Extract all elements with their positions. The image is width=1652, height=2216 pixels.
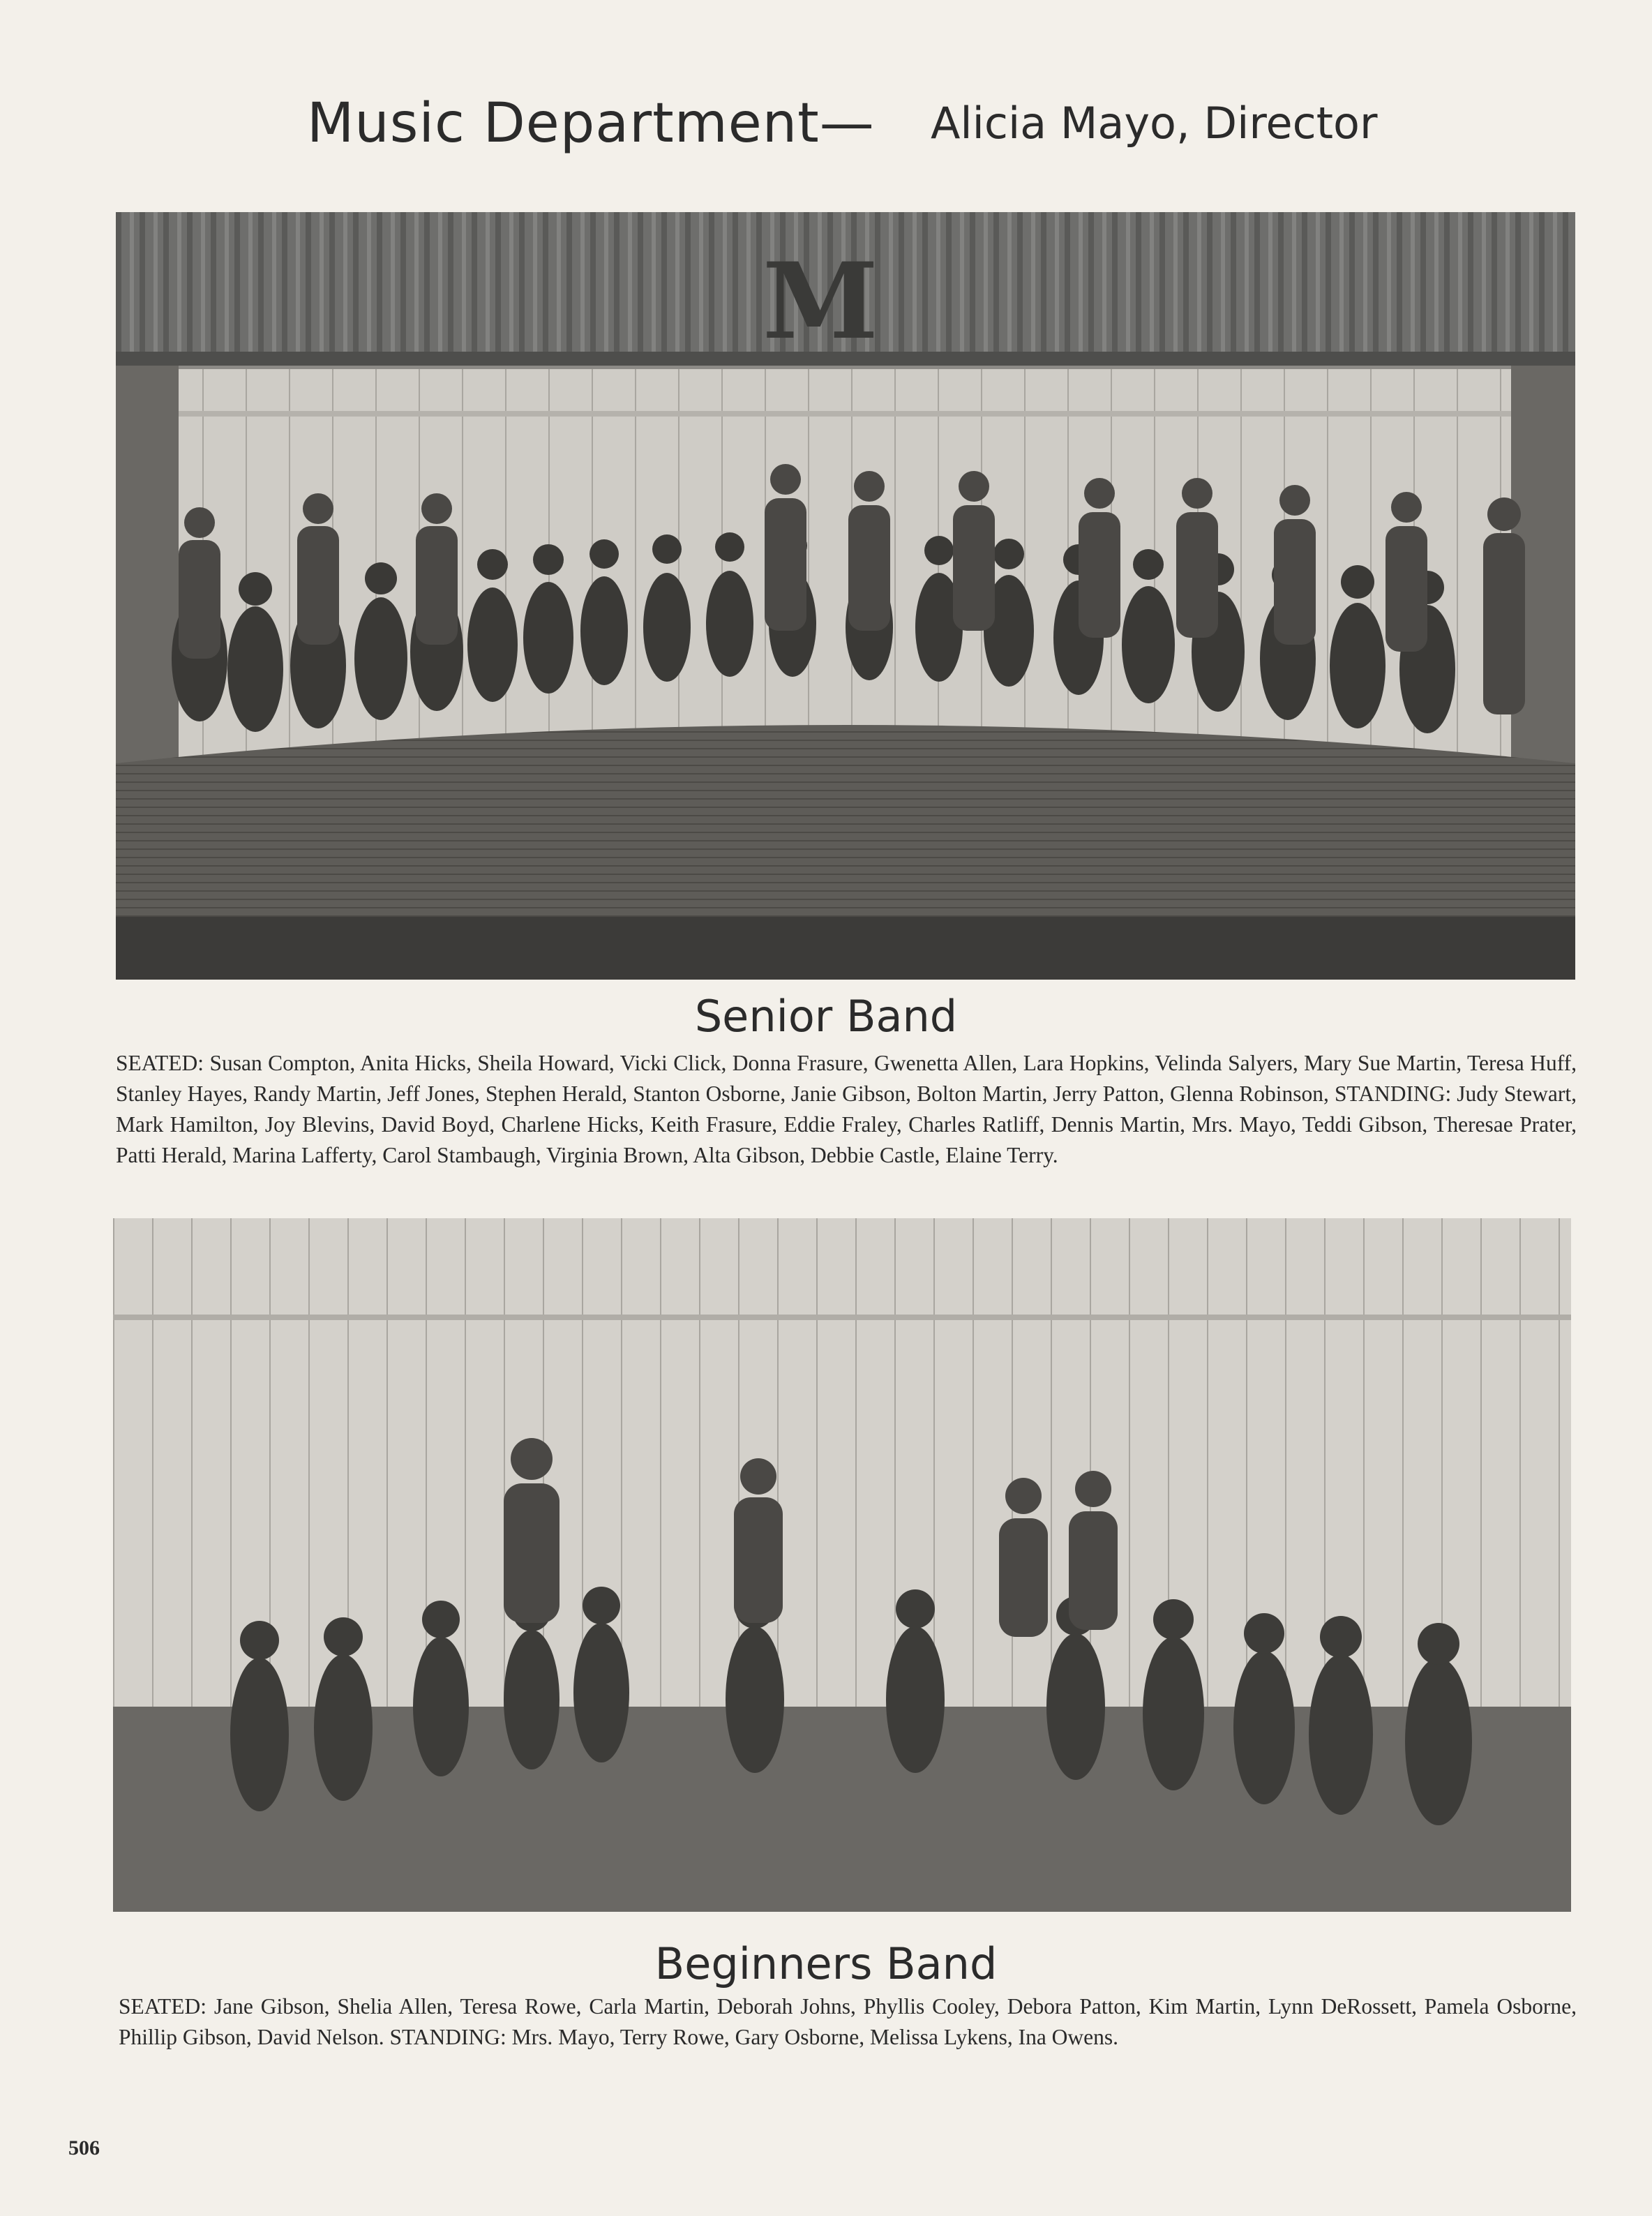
page-header <box>0 84 1652 181</box>
senior-band-photo <box>116 212 1575 980</box>
director-name: Alicia Mayo, Director <box>931 98 1378 149</box>
page-number: 506 <box>68 2136 100 2159</box>
department-title: Music Department— <box>307 92 875 155</box>
beginners-band-title: Beginners Band <box>654 1938 998 1989</box>
beginners-band-photo-illustration <box>113 1218 1571 1912</box>
beginners-band-photo <box>113 1218 1571 1912</box>
senior-band-photo-illustration <box>116 212 1575 980</box>
banner-letter: M <box>762 240 879 363</box>
senior-band-title: Senior Band <box>694 991 958 1042</box>
senior-band-caption: SEATED: Susan Compton, Anita Hicks, Sheila Howard, Vicki Click, Donna Frasure, Gwenetta Allen, Lara Hopkins, Velinda Salyers, Mary Sue Martin, Teresa Huff, Stanley Hayes, Randy Martin, Jeff Jones, Stephen Herald, Stanton Osborne, Janie Gibson, Bolton Martin, Jerry Patton, Glenna Robinson, STANDING: Judy Stewart, Mark Hamilton, Joy Blevins, David Boyd, Charlene Hicks, Keith Frasure, Eddie Fraley, Charles Ratliff, Dennis Martin, Mrs. Mayo, Teddi Gibson, Theresae Prater, Patti Herald, Marina Lafferty, Carol Stambaugh, Virginia Brown, Alta Gibson, Debbie Castle, Elaine Terry. <box>116 1051 1577 1167</box>
beginners-band-caption: SEATED: Jane Gibson, Shelia Allen, Teresa Rowe, Carla Martin, Deborah Johns, Phyllis Cooley, Debora Patton, Kim Martin, Lynn DeRossett, Pamela Osborne, Phillip Gibson, David Nelson. STANDING: Mrs. Mayo, Terry Rowe, Gary Osborne, Melissa Lykens, Ina Owens. <box>119 1994 1577 2049</box>
